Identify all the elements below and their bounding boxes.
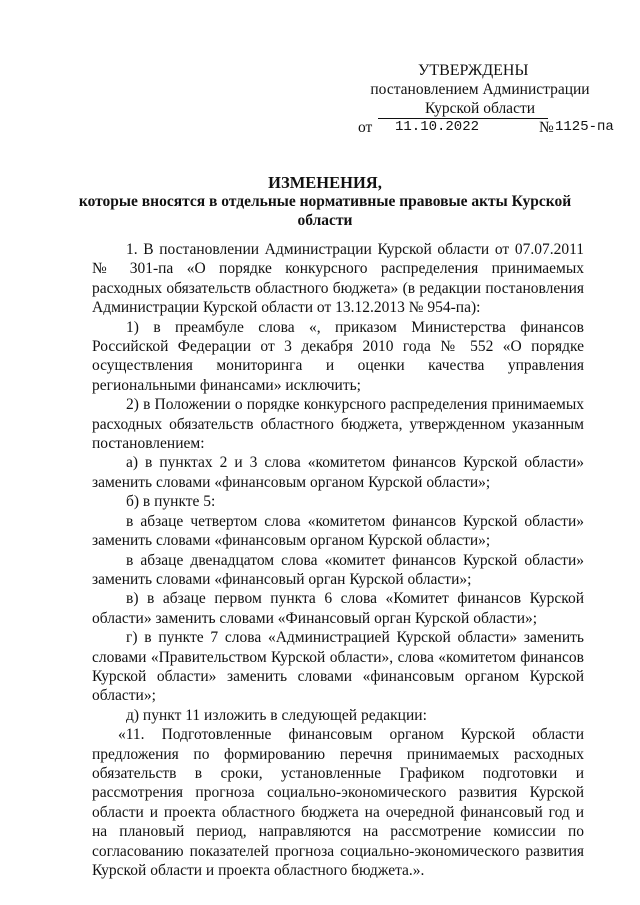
paragraph: в абзаце четвертом слова «комитетом финансов Курской области» заменить словами «финансовым органом Курской области»; (92, 512, 584, 550)
paragraph: 2) в Положении о порядке конкурсного распределения принимаемых расходных обязательств областного бюджета, утвержденном указанным постановлением: (92, 396, 584, 453)
approval-number-line (340, 118, 620, 138)
paragraph: а) в пунктах 2 и 3 слова «комитетом финансов Курской области» заменить словами «финансовым органом Курской области»; (92, 454, 584, 491)
paragraph: в абзаце двенадцатом слова «комитет финансов Курской области» заменить словами «финансовый орган Курской области»; (92, 551, 584, 588)
paragraph: «11. Подготовленные финансовым органом Курской области предложения по формированию перечня принимаемых расходных обязательств в сроки, установленные Графиком подготовки и рассмотрения прогноза социально-экономического развития Курской области и проекта областного бюджета на очередной финансовый год и на плановый период, направляются на рассмотрение комиссии по согласованию показателей прогноза социально-экономического развития Курской области и проекта областного бюджета.». (92, 726, 584, 879)
approval-number: 1125-па (555, 119, 614, 135)
approval-block (340, 61, 620, 138)
paragraph: б) в пункте 5: (126, 493, 216, 511)
approval-line-1: постановлением Администрации (370, 81, 590, 98)
approval-date: 11.10.2022 (395, 119, 480, 135)
paragraph: в) в абзаце первом пункта 6 слова «Комитет финансов Курской области» заменить словами «Финансовый орган Курской области»; (92, 590, 584, 627)
paragraph: г) в пункте 7 слова «Администрацией Курской области» заменить словами «Правительством Курской области», слова «комитетом финансов Курской области» заменить словами «финансовым органом Курской области»; (92, 629, 584, 705)
heading-subtitle: которые вносятся в отдельные нормативные правовые акты Курской области (78, 193, 572, 229)
from-label: от (358, 119, 373, 136)
heading-title: ИЗМЕНЕНИЯ, (268, 173, 382, 192)
number-label: № (539, 119, 554, 136)
paragraph: 1) в преамбуле слова «, приказом Министерства финансов Российской Федерации от 3 декабря 2010 года № 552 «О порядке осуществления мониторинга и оценки качества управления региональными финансами» исключить; (92, 318, 584, 394)
document-heading (60, 173, 590, 230)
document-body (92, 240, 584, 880)
approval-line-2: Курской области (424, 100, 536, 117)
approval-title: УТВЕРЖДЕНЫ (418, 62, 529, 79)
paragraph: 1. В постановлении Администрации Курской области от 07.07.2011 № 301-па «О порядке конкурсного распределения принимаемых расходных обязательств областного бюджета» (в редакции постановления Администрации Курской области от 13.12.2013 № 954-па): (92, 241, 584, 317)
paragraph: д) пункт 11 изложить в следующей редакции: (126, 706, 427, 724)
